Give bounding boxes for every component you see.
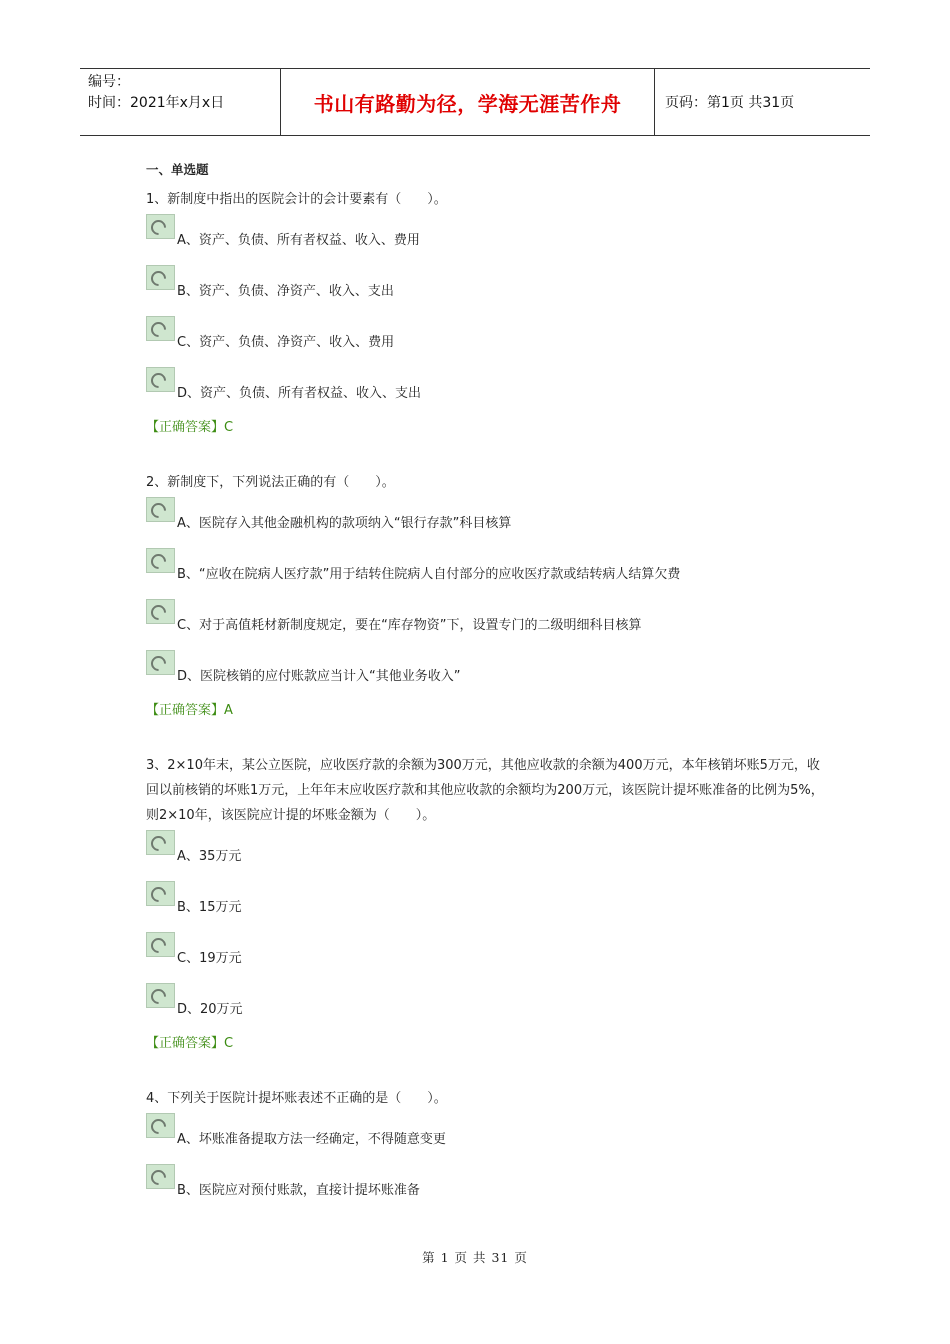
radio-circle-icon — [148, 833, 169, 854]
radio-circle-icon — [148, 500, 169, 521]
radio-circle-icon — [148, 884, 169, 905]
option-row — [146, 879, 826, 930]
option-row — [146, 597, 826, 648]
number-label: 编号： — [88, 74, 130, 90]
radio-circle-icon — [148, 602, 169, 623]
question-stem: 2、新制度下，下列说法正确的有（ ）。 — [146, 475, 395, 490]
option-row — [146, 648, 826, 699]
radio-button[interactable] — [146, 881, 175, 906]
radio-circle-icon — [148, 653, 169, 674]
option-label: B、资产、负债、净资产、收入、支出 — [177, 284, 394, 299]
option-label: A、资产、负债、所有者权益、收入、费用 — [177, 233, 420, 248]
header-page-label: 页码：第1页 共31页 — [665, 95, 795, 111]
radio-button[interactable] — [146, 1164, 175, 1189]
option-row — [146, 930, 826, 981]
question-1 — [146, 187, 826, 437]
option-row — [146, 212, 826, 263]
option-row — [146, 263, 826, 314]
radio-button[interactable] — [146, 548, 175, 573]
questions-container — [146, 187, 826, 1213]
question-stem: 4、下列关于医院计提坏账表述不正确的是（ ）。 — [146, 1091, 447, 1106]
option-label: C、对于高值耗材新制度规定，要在“库存物资”下，设置专门的二级明细科目核算 — [177, 618, 642, 633]
section-title: 一、单选题 — [146, 162, 209, 177]
option-row — [146, 981, 826, 1032]
radio-circle-icon — [148, 986, 169, 1007]
option-row — [146, 495, 826, 546]
header-meta — [80, 69, 281, 135]
question-stem: 1、新制度中指出的医院会计的会计要素有（ ）。 — [146, 192, 447, 207]
correct-answer: 【正确答案】C — [146, 1036, 234, 1051]
radio-button[interactable] — [146, 650, 175, 675]
option-label: B、“应收在院病人医疗款”用于结转住院病人自付部分的应收医疗款或结转病人结算欠费 — [177, 567, 681, 582]
radio-circle-icon — [148, 319, 169, 340]
option-row — [146, 1111, 826, 1162]
correct-answer: 【正确答案】A — [146, 703, 233, 718]
radio-circle-icon — [148, 370, 169, 391]
option-label: A、医院存入其他金融机构的款项纳入“银行存款”科目核算 — [177, 516, 512, 531]
radio-button[interactable] — [146, 265, 175, 290]
option-label: D、20万元 — [177, 1002, 243, 1017]
option-row — [146, 546, 826, 597]
question-4 — [146, 1086, 826, 1213]
radio-circle-icon — [148, 1167, 169, 1188]
radio-circle-icon — [148, 1116, 169, 1137]
question-3 — [146, 753, 826, 1053]
page-footer: 第 1 页 共 31 页 — [422, 1250, 528, 1265]
radio-button[interactable] — [146, 599, 175, 624]
radio-button[interactable] — [146, 983, 175, 1008]
radio-circle-icon — [148, 551, 169, 572]
radio-circle-icon — [148, 935, 169, 956]
question-2 — [146, 470, 826, 720]
option-label: B、医院应对预付账款，直接计提坏账准备 — [177, 1183, 420, 1198]
option-label: D、医院核销的应付账款应当计入“其他业务收入” — [177, 669, 461, 684]
option-row — [146, 365, 826, 416]
option-label: C、19万元 — [177, 951, 242, 966]
radio-button[interactable] — [146, 830, 175, 855]
option-row — [146, 828, 826, 879]
radio-button[interactable] — [146, 367, 175, 392]
radio-button[interactable] — [146, 497, 175, 522]
radio-button[interactable] — [146, 932, 175, 957]
time-label: 时间：2021年x月x日 — [88, 95, 225, 111]
radio-button[interactable] — [146, 316, 175, 341]
option-row — [146, 314, 826, 365]
option-label: B、15万元 — [177, 900, 242, 915]
question-list — [146, 161, 826, 1213]
header-motto: 书山有路勤为径，学海无涯苦作舟 — [281, 69, 655, 135]
option-label: C、资产、负债、净资产、收入、费用 — [177, 335, 395, 350]
option-label: D、资产、负债、所有者权益、收入、支出 — [177, 386, 422, 401]
correct-answer: 【正确答案】C — [146, 420, 234, 435]
radio-button[interactable] — [146, 1113, 175, 1138]
radio-button[interactable] — [146, 214, 175, 239]
option-row — [146, 1162, 826, 1213]
option-label: A、35万元 — [177, 849, 242, 864]
question-stem: 3、2×10年末，某公立医院，应收医疗款的余额为300万元，其他应收款的余额为400万元，本年核销坏账5万元，收回以前核销的坏账1万元，上年年末应收医疗款和其他应收款的余额均为200万元，该医院计提坏账准备的比例为5%，则2×10年，该医院应计提的坏账金额为（ ）。 — [146, 758, 824, 823]
radio-circle-icon — [148, 217, 169, 238]
radio-circle-icon — [148, 268, 169, 289]
option-label: A、坏账准备提取方法一经确定，不得随意变更 — [177, 1132, 446, 1147]
page-header — [80, 68, 870, 136]
